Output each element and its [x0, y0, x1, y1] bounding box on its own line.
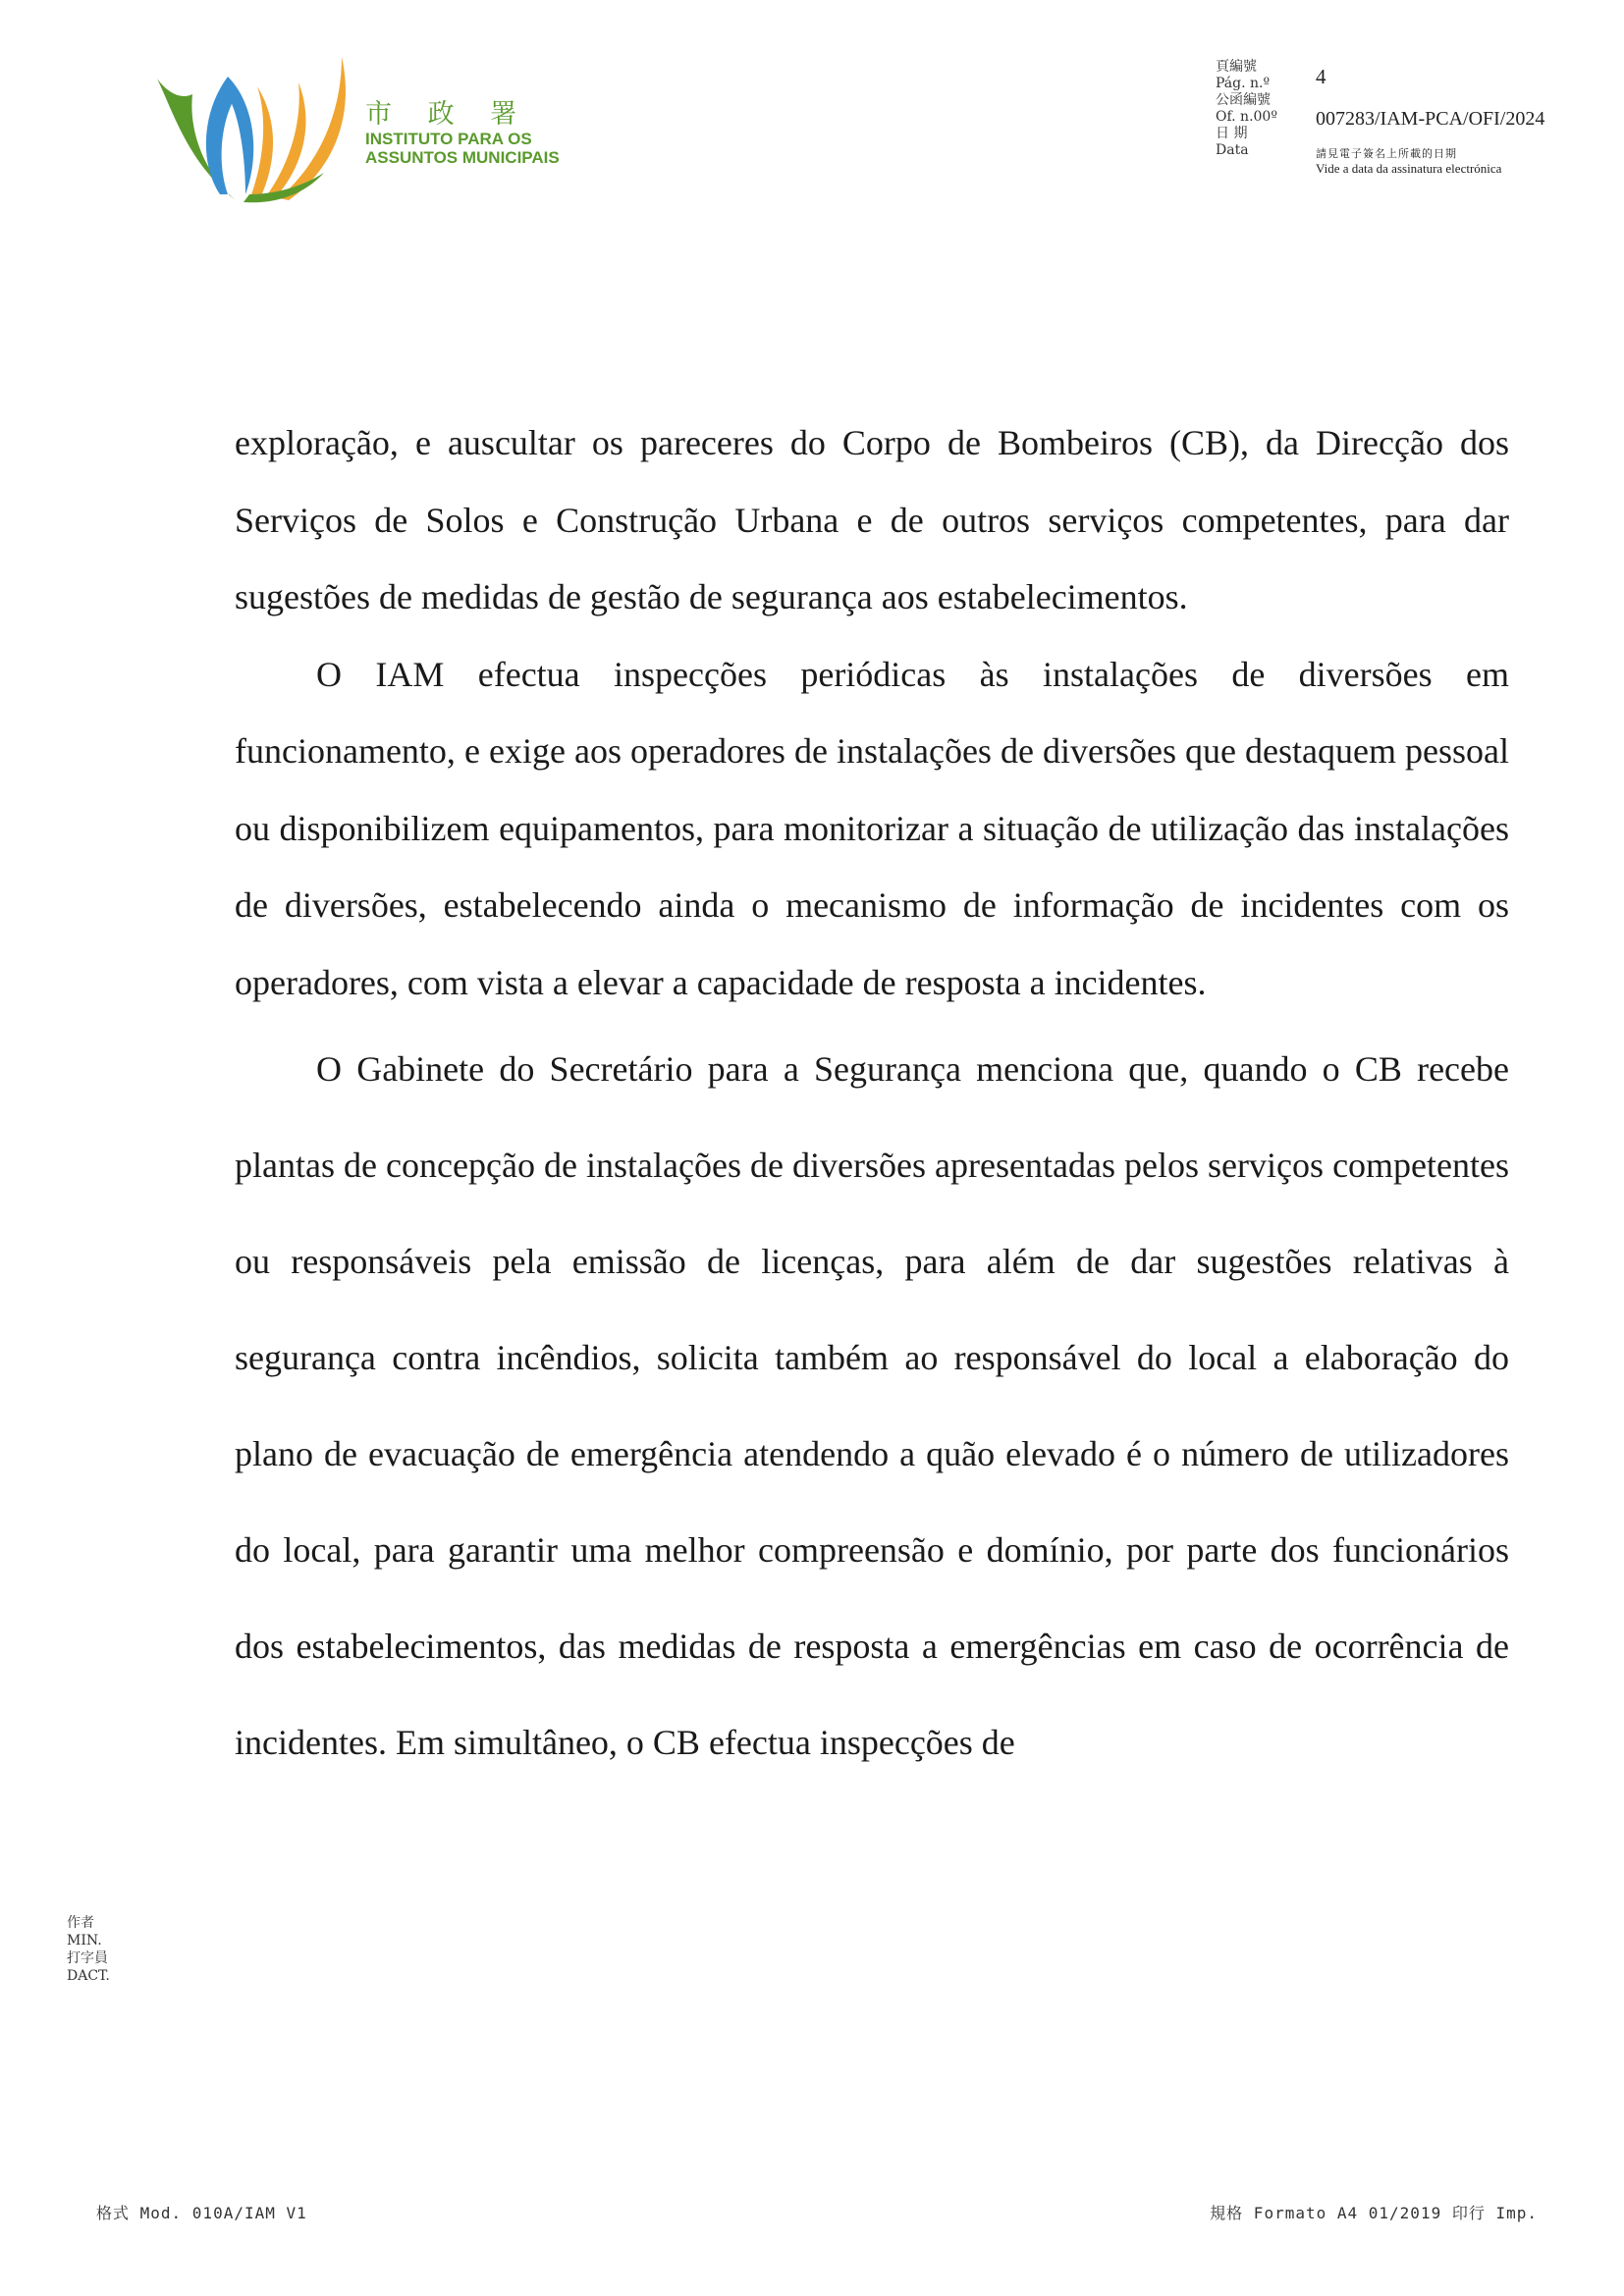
page-number: 4: [1316, 65, 1326, 88]
margin-line: MIN.: [67, 1933, 102, 1949]
reference-number: 007283/IAM-PCA/OFI/2024: [1316, 108, 1545, 130]
meta-label: 頁編號: [1216, 59, 1257, 75]
meta-label: 公函編號: [1216, 92, 1271, 108]
footer-form-model: 格式 Mod. 010A/IAM V1: [96, 2204, 307, 2222]
meta-label: Data: [1216, 142, 1249, 158]
meta-label: Pág. n.º: [1216, 76, 1271, 91]
meta-label: Of. n.00º: [1216, 109, 1277, 125]
logo-name-portuguese-line1: INSTITUTO PARA OS: [365, 130, 532, 148]
margin-line: 打字員: [67, 1950, 108, 1966]
body-paragraph: O Gabinete do Secretário para a Segurança menciona que, quando o CB recebe plantas de concepção de instalações de diversões apresentadas pelos serviços competentes ou responsáveis pela emissão de licenças, para além de dar sugestões relativas à segurança contra incêndios, solicita também ao responsável do local a elaboração do plano de evacuação de emergência atendendo a quão elevado é o número de utilizadores do local, para garantir uma melhor compreensão e domínio, por parte dos funcionários dos estabelecimentos, das medidas de resposta a emergências em caso de ocorrência de incidentes. Em simultâneo, o CB efectua inspecções de: [235, 1049, 1509, 1762]
author-typist-note: [67, 1914, 126, 1985]
iam-logo: [155, 57, 568, 204]
lotus-logo-icon: [155, 57, 366, 204]
meta-label: 日 期: [1216, 126, 1248, 141]
footer-format: 規格 Formato A4 01/2019 印行 Imp.: [1210, 2204, 1538, 2222]
logo-name-chinese: 市 政 署: [365, 99, 531, 130]
date-note-chinese: 請見電子簽名上所載的日期: [1316, 147, 1457, 160]
body-paragraph: exploração, e auscultar os pareceres do Corpo de Bombeiros (CB), da Direcção dos Serviços de Solos e Construção Urbana e de outros serviços competentes, para dar sugestões de medidas de gestão de segurança aos estabelecimentos.: [235, 423, 1509, 616]
document-body: [235, 404, 1509, 1790]
margin-line: DACT.: [67, 1968, 110, 1984]
margin-line: 作者: [67, 1915, 94, 1931]
date-note-portuguese: Vide a data da assinatura electrónica: [1316, 161, 1502, 176]
meta-labels: [1216, 59, 1294, 159]
body-paragraph: O IAM efectua inspecções periódicas às instalações de diversões em funcionamento, e exige aos operadores de instalações de diversões que destaquem pessoal ou disponibilizem equipamentos, para monitorizar a situação de utilização das instalações de diversões, estabelecendo ainda o mecanismo de informação de incidentes com os operadores, com vista a elevar a capacidade de resposta a incidentes.: [235, 654, 1509, 1002]
logo-text: [365, 100, 571, 167]
logo-name-portuguese-line2: ASSUNTOS MUNICIPAIS: [365, 148, 560, 167]
